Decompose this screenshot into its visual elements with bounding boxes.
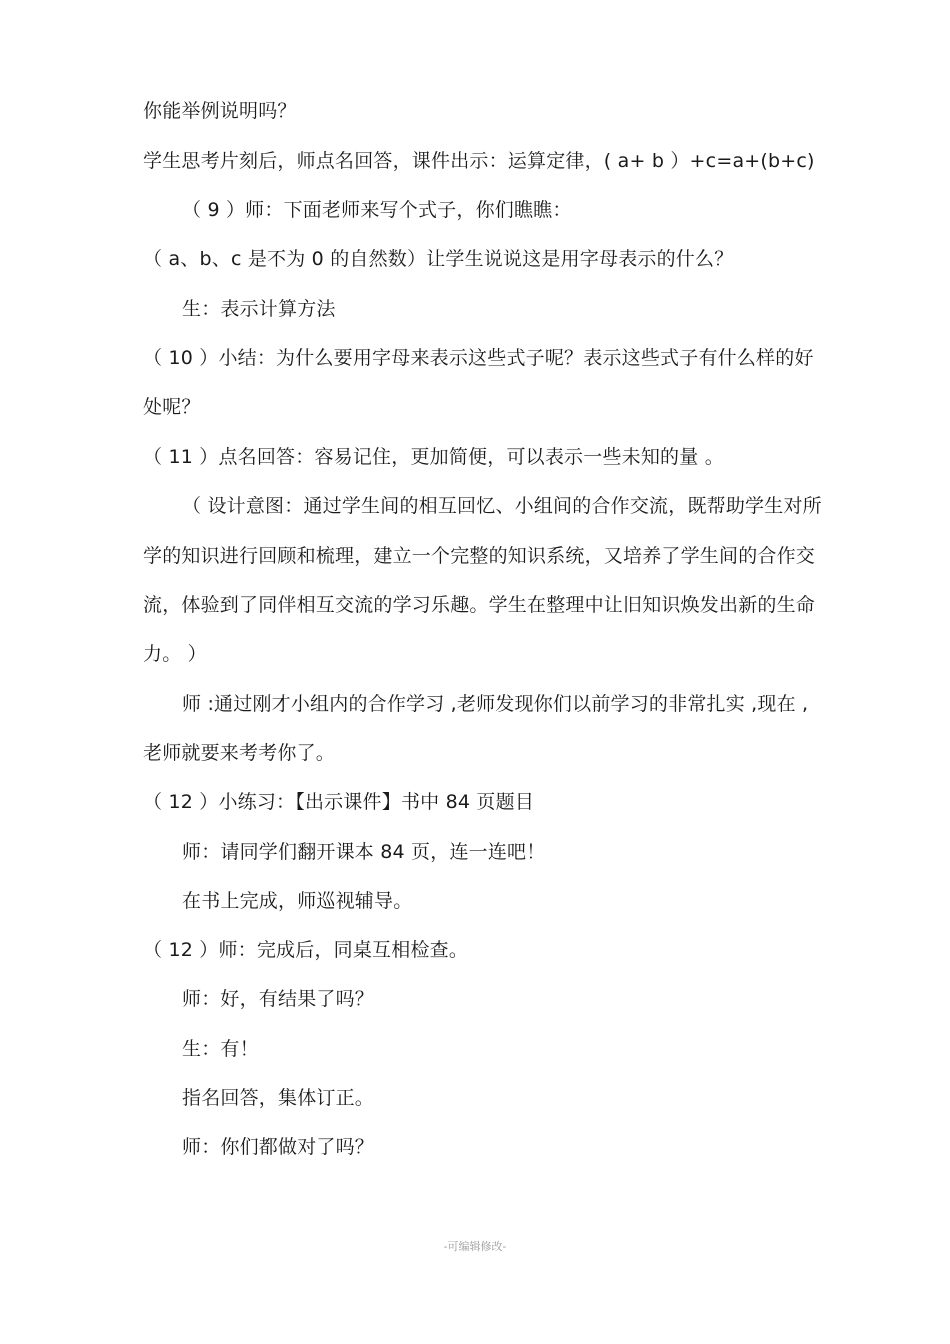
text-line-1: 你能举例说明吗？ [143,100,297,122]
text-line-15: （ 12 ）小练习：【出示课件】书中 84 页题目 [143,791,535,813]
text-line-11: 流，体验到了同伴相互交流的学习乐趣。学生在整理中让旧知识焕发出新的生命 [143,594,816,616]
text-line-12: 力。 ） [143,643,207,665]
text-line-22: 师：你们都做对了吗？ [182,1136,375,1158]
text-line-14: 老师就要来考考你了。 [143,742,336,764]
text-line-9: （ 设计意图：通过学生间的相互回忆、小组间的合作交流，既帮助学生对所 [182,495,822,517]
page-footer: -可编辑修改- [443,1240,507,1253]
text-line-18: （ 12 ）师：完成后，同桌互相检查。 [143,939,469,961]
text-line-10: 学的知识进行回顾和梳理，建立一个完整的知识系统，又培养了学生间的合作交 [143,545,816,567]
text-line-13: 师 :通过刚才小组内的合作学习 ,老师发现你们以前学习的非常扎实 ,现在 , [182,693,809,715]
text-line-3: （ 9 ）师：下面老师来写个式子，你们瞧瞧： [182,199,572,221]
text-line-5: 生：表示计算方法 [182,298,336,320]
text-line-19: 师：好，有结果了吗？ [182,988,375,1010]
text-line-4: （ a、b、c 是不为 0 的自然数）让学生说说这是用字母表示的什么？ [143,248,734,270]
text-line-8: （ 11 ）点名回答：容易记住，更加简便，可以表示一些未知的量 。 [143,446,724,468]
text-line-17: 在书上完成，师巡视辅导。 [182,890,413,912]
text-line-21: 指名回答，集体订正。 [182,1087,375,1109]
text-line-16: 师：请同学们翻开课本 84 页，连一连吧！ [182,841,546,863]
text-line-20: 生：有！ [182,1038,259,1060]
text-line-6: （ 10 ）小结：为什么要用字母来表示这些式子呢？表示这些式子有什么样的好 [143,347,814,369]
text-line-2: 学生思考片刻后，师点名回答，课件出示：运算定律，( a+ b ）+c=a+(b+c) [143,150,815,172]
text-line-7: 处呢？ [143,396,201,418]
